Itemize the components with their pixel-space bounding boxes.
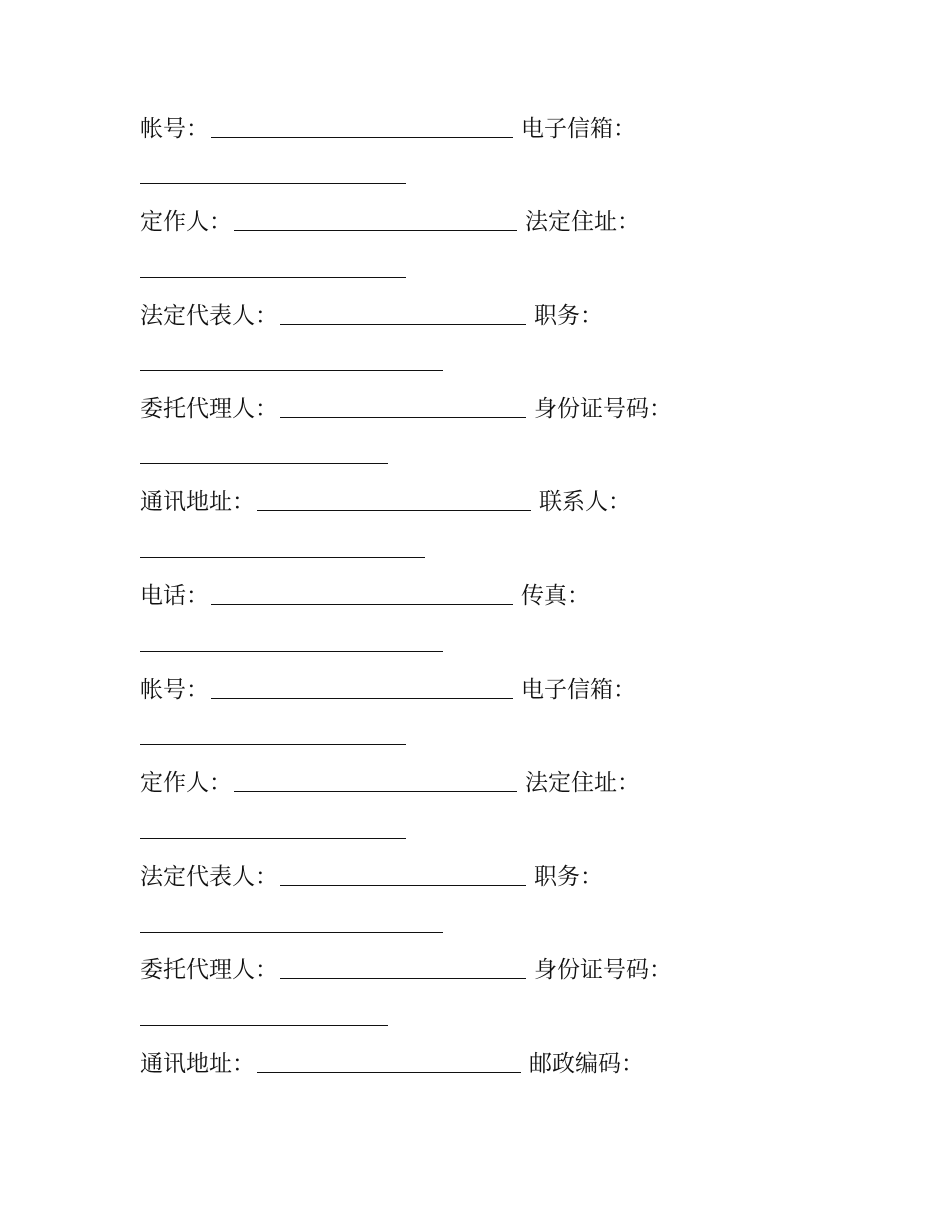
field-label: 电子信箱： bbox=[521, 116, 636, 142]
fill-blank[interactable] bbox=[211, 604, 513, 605]
fill-blank[interactable] bbox=[140, 744, 406, 745]
fill-blank[interactable] bbox=[140, 183, 406, 184]
form-row bbox=[140, 768, 640, 798]
field-label: 法定代表人： bbox=[140, 303, 278, 329]
fill-blank[interactable] bbox=[280, 885, 526, 886]
form-row bbox=[140, 1049, 644, 1079]
field-label: 电话： bbox=[140, 583, 209, 609]
fill-blank[interactable] bbox=[234, 230, 517, 231]
form-row bbox=[140, 675, 636, 705]
fill-blank[interactable] bbox=[140, 370, 443, 371]
fill-blank[interactable] bbox=[257, 510, 531, 511]
field-label: 电子信箱： bbox=[521, 677, 636, 703]
fill-blank[interactable] bbox=[211, 698, 513, 699]
fill-blank[interactable] bbox=[140, 277, 406, 278]
field-label: 传真： bbox=[521, 583, 590, 609]
field-label: 法定住址： bbox=[525, 209, 640, 235]
fill-blank[interactable] bbox=[140, 557, 425, 558]
fill-blank[interactable] bbox=[140, 838, 406, 839]
form-row bbox=[140, 862, 603, 892]
fill-blank[interactable] bbox=[140, 1025, 388, 1026]
fill-blank[interactable] bbox=[234, 791, 517, 792]
form-row bbox=[140, 955, 672, 985]
field-label: 委托代理人： bbox=[140, 957, 278, 983]
field-label: 法定住址： bbox=[525, 770, 640, 796]
field-label: 定作人： bbox=[140, 209, 232, 235]
fill-blank[interactable] bbox=[140, 651, 443, 652]
form-row bbox=[140, 301, 603, 331]
field-label: 通讯地址： bbox=[140, 1051, 255, 1077]
form-row bbox=[140, 394, 672, 424]
fill-blank[interactable] bbox=[211, 137, 513, 138]
field-label: 身份证号码： bbox=[534, 957, 672, 983]
form-row bbox=[140, 487, 631, 517]
form-row bbox=[140, 207, 640, 237]
field-label: 委托代理人： bbox=[140, 396, 278, 422]
field-label: 帐号： bbox=[140, 116, 209, 142]
fill-blank[interactable] bbox=[280, 978, 526, 979]
fill-blank[interactable] bbox=[257, 1072, 521, 1073]
field-label: 联系人： bbox=[539, 489, 631, 515]
form-row bbox=[140, 114, 636, 144]
fill-blank[interactable] bbox=[140, 463, 388, 464]
form-row bbox=[140, 581, 590, 611]
field-label: 邮政编码： bbox=[529, 1051, 644, 1077]
field-label: 职务： bbox=[534, 303, 603, 329]
fill-blank[interactable] bbox=[280, 324, 526, 325]
fill-blank[interactable] bbox=[280, 417, 526, 418]
field-label: 法定代表人： bbox=[140, 864, 278, 890]
fill-blank[interactable] bbox=[140, 932, 443, 933]
field-label: 通讯地址： bbox=[140, 489, 255, 515]
field-label: 定作人： bbox=[140, 770, 232, 796]
field-label: 身份证号码： bbox=[534, 396, 672, 422]
field-label: 职务： bbox=[534, 864, 603, 890]
field-label: 帐号： bbox=[140, 677, 209, 703]
